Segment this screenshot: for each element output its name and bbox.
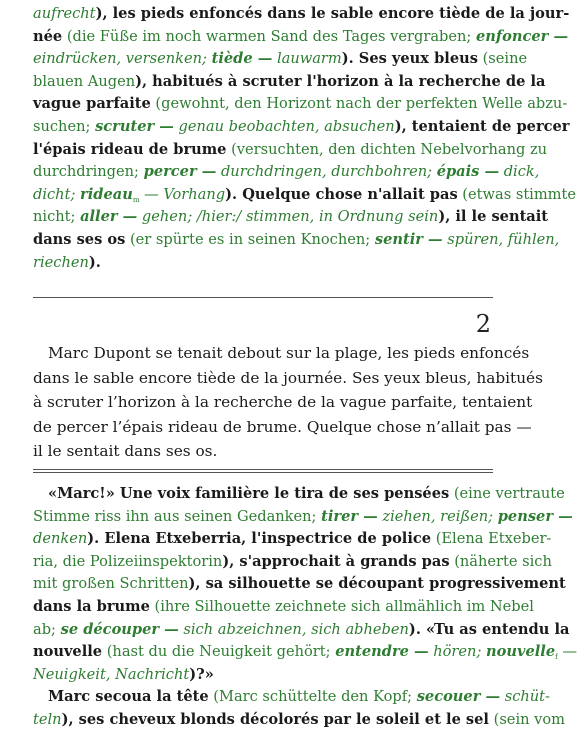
annotated-paragraph-1 — [33, 3, 577, 274]
text-line: aufrecht), les pieds enfoncés dans le sable encore tiède de la jour- — [33, 5, 570, 22]
text-line: dans le sable encore tiède de la journée. Ses yeux bleus, habitués — [33, 368, 543, 387]
text-line: dans ses os (er spürte es in seinen Knochen; sentir — spüren, fühlen, — [33, 230, 560, 248]
text-line: nouvelle (hast du die Neuigkeit gehört; entendre — hören; nouvelle$_f$ — — [33, 643, 577, 662]
text-line: riechen). — [33, 253, 101, 271]
text-line: il le sentait dans ses os. — [33, 442, 218, 460]
text-line: eindrücken, versenken; tiède — lauwarm). Ses yeux bleus (seine — [33, 50, 528, 68]
text-line: «Marc!» Une voix familière le tira de ses pensées (eine vertraute — [48, 485, 565, 502]
text-line: née (die Füße im noch warmen Sand des Tages vergraben; enfoncer — — [33, 27, 569, 45]
text-line: Marc secoua la tête (Marc schüttelte den Kopf; secouer — schüt- — [48, 688, 550, 706]
text-line: durchdringen; percer — durchdringen, durchbohren; épais — dick, — [33, 163, 540, 181]
text-line: l'épais rideau de brume (versuchten, den dichten Nebelvorhang zu — [33, 140, 548, 158]
text-line: Neuigkeit, Nachricht)?» — [33, 665, 214, 683]
section-divider-double — [33, 469, 493, 473]
text-line: ria, die Polizeiinspektorin), s'approchait à grands pas (näherte sich — [33, 552, 552, 570]
annotated-paragraph-2 — [33, 483, 577, 732]
text-line: à scruter l’horizon à la recherche de la vague parfaite, tentaient — [33, 393, 533, 411]
text-line: Stimme riss ihn aus seinen Gedanken; tirer — ziehen, reißen; penser — — [33, 507, 573, 525]
chapter-number: 2 — [475, 310, 491, 338]
text-line: denken). Elena Etxeberria, l'inspectrice de police (Elena Etxeber- — [33, 530, 552, 548]
plain-paragraph — [33, 341, 543, 464]
text-line: ab; se découper — sich abzeichnen, sich abheben). «Tu as entendu la — [33, 620, 570, 638]
text-line: dicht; rideau$_m$ — Vorhang). Quelque chose n'allait pas (etwas stimmte — [33, 185, 577, 204]
text-line: Marc Dupont se tenait debout sur la plage, les pieds enfoncés — [48, 344, 530, 362]
text-line: blauen Augen), habitués à scruter l'horizon à la recherche de la — [33, 72, 546, 90]
text-line: vague parfaite (gewohnt, den Horizont nach der perfekten Welle abzu- — [33, 95, 568, 113]
text-line: nicht; aller — gehen; /hier:/ stimmen, in Ordnung sein), il le sentait — [33, 208, 549, 226]
text-line: teln), ses cheveux blonds décolorés par le soleil et le sel (sein vom — [33, 710, 566, 728]
text-line: mit großen Schritten), sa silhouette se découpant progressivement — [33, 575, 566, 593]
text-line: suchen; scruter — genau beobachten, absuchen), tentaient de percer — [33, 117, 570, 135]
text-line: dans la brume (ihre Silhouette zeichnete sich allmählich im Nebel — [33, 597, 534, 615]
section-divider — [33, 297, 493, 298]
text-line: de percer l’épais rideau de brume. Quelque chose n’allait pas — — [33, 417, 532, 436]
